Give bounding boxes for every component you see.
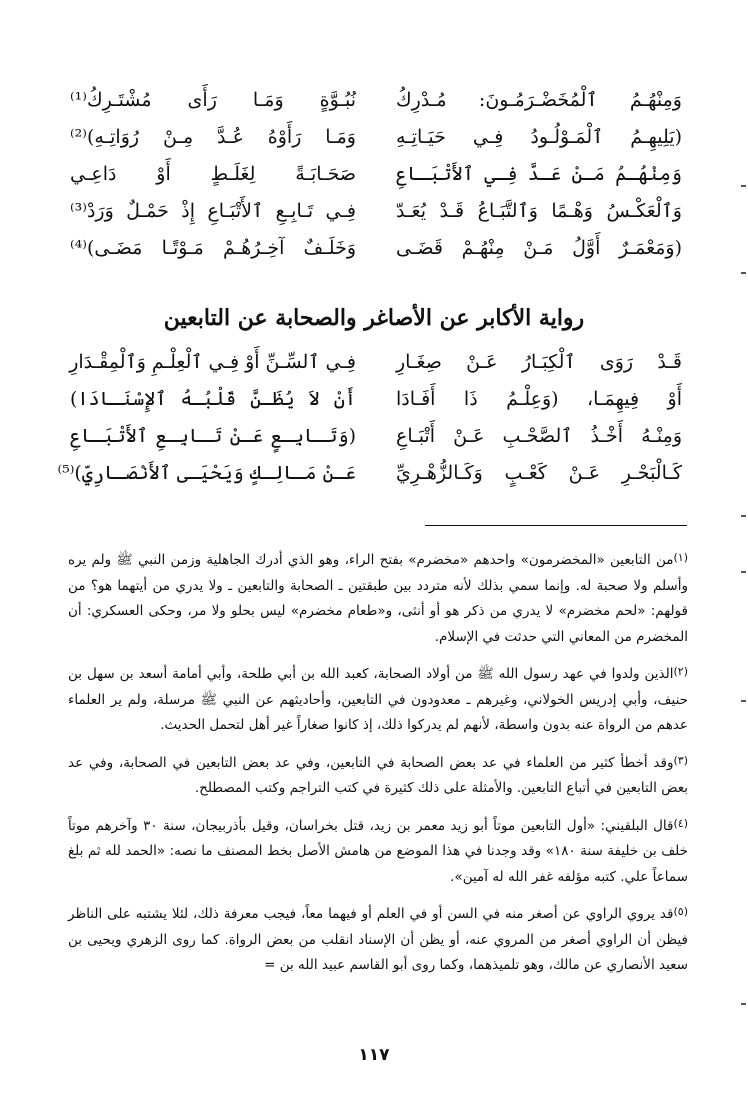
hemistich-left: نُبُـوَّةٍ وَمَـا رَأَى مُشْتَـرِكُ⁽¹⁾: [70, 89, 356, 111]
footnote: [68, 748, 688, 802]
page-number: ١١٧: [358, 1045, 390, 1065]
footnote-text: الذين ولدوا في عهد رسول الله ﷺ من أولاد الصحابة، كعبد الله بن أبي طلحة، وأبي أمامة أسعد بن سهل بن حنيف، وأبي إدريس الخولاني، وغيرهم ـ معدودون في التابعين، وأحاديثهم عن النبي ﷺ مرسلة، ولم ير العلماء عدهم من الرواة عنه بدون واسطة، لأنهم لم يدركوا ذلك، إذ كانوا صغاراً غير أهل لتحمل الحديث.: [68, 666, 688, 733]
footnotes: [68, 545, 688, 988]
footnote: [68, 545, 688, 650]
footnote-number: (٢): [673, 665, 688, 678]
verse-block-bottom: [57, 344, 682, 492]
hemistich-left: أَنْ لاَ يُظَـنَّ قَلْبُـهُ ٱلإِسْنَـادَا): [70, 388, 356, 410]
scan-mark: [741, 272, 746, 274]
hemistich-left: وَمَـا رَأَوْهُ عُـدَّ مِـنْ رُوَاتِـهِ)⁽²⁾: [70, 126, 356, 148]
hemistich-right: (وَمَعْمَـرٌ أَوَّلُ مَـنْ مِنْهُـمْ قَضَـى: [396, 237, 682, 259]
hemistich-right: وَٱلْعَكْـسُ وَهْـمًا وَٱلتَّبَـاعُ قَـدْ يُعَـدّ: [396, 200, 682, 222]
footnote-text: قد يروي الراوي عن أصغر منه في السن أو في العلم أو فيهما معاً، فيجب معرفة ذلك، لئلا يشتبه على الناظر فيظن أن الراوي أصغر من المروي عنه، أو يظن أن الإسناد انقلب من بعض الرواة. كما روى الزهري ويحيى بن سعيد الأنصاري عن مالك، وهو تلميذهما، وكما روى أبو القاسم عبيد الله بن =: [68, 906, 688, 973]
hemistich-left: عَـنْ مَـالِـكٍ وَيَحْيَـى ٱلأَنْصَـارِيِّ)⁽⁵⁾: [57, 462, 356, 484]
hemistich-left: فِـي ٱلسِّـنِّ أَوْ فِـي ٱلْعِلْـمِ وَٱلْمِقْـدَارِ: [69, 351, 356, 373]
verse-row: [70, 119, 682, 156]
scan-mark: [741, 700, 746, 702]
hemistich-right: وَمِنْهُـمُ مَـنْ عَـدَّ فِـي ٱلأَتْبَـاعِ: [396, 163, 682, 185]
footnote: [68, 811, 688, 891]
footnote: [68, 659, 688, 739]
hemistich-right: كَـالْبَحْـرِ عَـنْ كَعْـبٍ وَكَـالزُّهْـرِيِّ: [396, 462, 682, 484]
verse-row: [70, 82, 682, 119]
footnote-number: (٣): [673, 753, 688, 767]
hemistich-left: صَحَـابَـةً لِغَلَـطٍ أَوْ دَاعِـي: [70, 163, 356, 185]
hemistich-right: قَـدْ رَوَى ٱلْكِبَـارُ عَـنْ صِغَـارِ: [396, 351, 682, 373]
footnote: [68, 899, 688, 979]
footnote-number: (١): [673, 551, 688, 564]
verse-row: [70, 156, 682, 193]
footnote-text: من التابعين «المخضرمون» واحدهم «مخضرم» بفتح الراء، وهو الذي أدرك الجاهلية وزمن النبي ﷺ ولم يره وأسلم ولا صحبة له. وإنما سمي بذلك لأنه متردد بين طبقتين ـ الصحابة والتابعين ـ ولا يدري من أيتهما هو؟ من قولهم: «لحم مخضرم» لا يدري من ذكر هو أو أنثى، و«طعام مخضرم» ليس بحلو ولا مر، وحكى العسكري: أن المخضرم من المعاني التي حدثت في الإسلام.: [68, 552, 688, 645]
hemistich-right: وَمِنْهُـمُ ٱلْمُخَضْـرَمُـونَ: مُـدْرِكُ: [396, 89, 682, 111]
section-heading: رواية الأكابر عن الأصاغر والصحابة عن التابعين: [163, 305, 585, 331]
footnote-text: وقد أخطأ كثير من العلماء في عد بعض الصحابة في التابعين، وفي عد بعض التابعين في الصحابة، وفي عد بعض التابعين في أتباع التابعين. والأمثلة على ذلك كثيرة في كتب التراجم وكتب المصطلح.: [68, 754, 688, 796]
scan-mark: [741, 571, 746, 573]
verse-row: [70, 230, 682, 267]
scan-mark: [741, 185, 746, 187]
scan-mark: [741, 1003, 746, 1005]
verse-block-top: [70, 82, 682, 267]
verse-row: [70, 418, 682, 455]
hemistich-left: (وَتَـابِـعٍ عَـنْ تَـابِـعِ ٱلأَتْبَـاعِ: [70, 425, 356, 447]
verse-row: [70, 381, 682, 418]
verse-row: [57, 455, 682, 492]
hemistich-right: (يَلِيهِـمُ ٱلْمَـوْلُـودُ فِـي حَيَـاتِـهِ: [396, 126, 682, 148]
footnote-number: (٤): [673, 816, 689, 830]
scan-mark: [741, 515, 746, 517]
verse-row: [70, 193, 682, 230]
verse-row: [70, 344, 682, 381]
hemistich-right: أَوْ فِيهِمَـا، (وَعِلْـمُ ذَا أَفَـادَا: [396, 388, 682, 410]
hemistich-left: فِـي تَـابِـعِ ٱلأَتْبَـاعِ إِذْ حَمْـلٌ وَرَدْ⁽³⁾: [70, 200, 356, 222]
hemistich-left: وَخَلَـفٌ آخِـرُهُـمْ مَـوْتًـا مَضَـى)⁽⁴⁾: [70, 237, 356, 259]
footnote-number: (٥): [673, 905, 688, 918]
hemistich-right: وَمِنْـهُ أَخْـذُ ٱلصَّحْـبِ عَـنْ أَتْبَـاعِ: [396, 425, 682, 447]
footnote-separator: [425, 525, 687, 526]
footnote-text: قال البلقيني: «أول التابعين موتاً أبو زيد معمر بن زيد، قتل بخراسان، وقيل بأذربيجان، سنة ٣٠ وآخرهم موتاً خلف بن خليفة سنة ١٨٠» وقد وجدنا في هذا الموضع من هامش الأصل بخط المصنف ما نصه: «الحمد لله ثم بلغ سماعاً علي. كتبه مؤلفه غفر الله له آمين».: [68, 817, 688, 885]
